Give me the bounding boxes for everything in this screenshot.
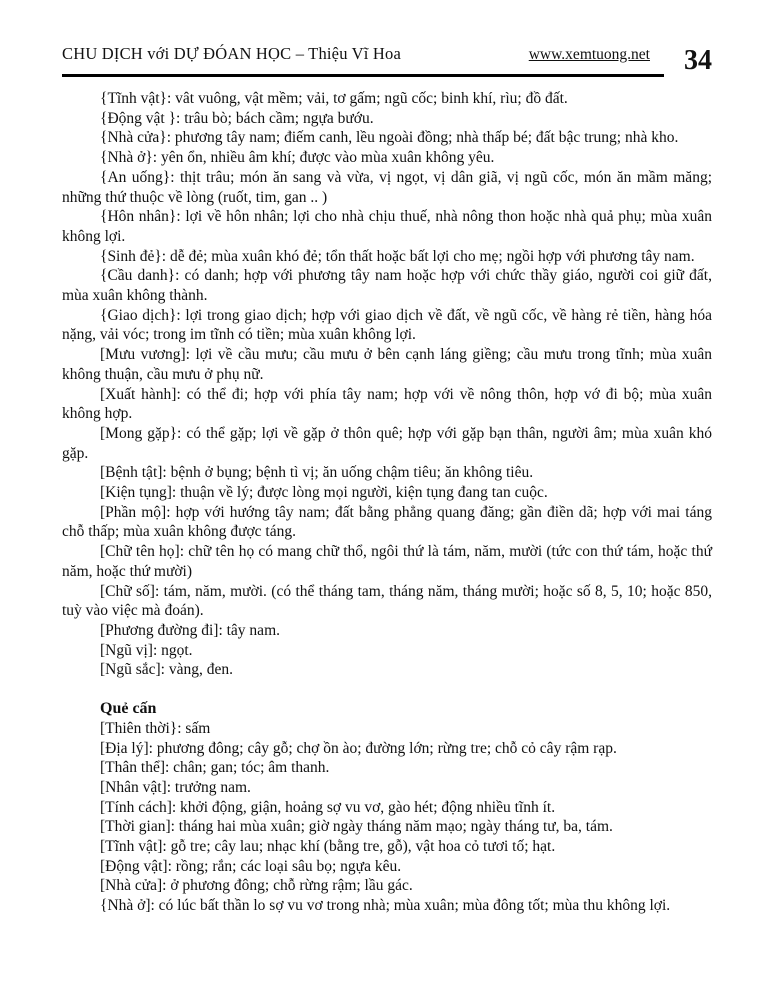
paragraph: [Tĩnh vật]: gỗ tre; cây lau; nhạc khí (bằng tre, gỗ), vật hoa cỏ tươi tố; hạt.	[100, 838, 556, 856]
section-que-can	[62, 699, 712, 916]
section-que-khon-continued	[62, 89, 712, 680]
paragraph: {Động vật }: trâu bò; bách cầm; ngựa bướu.	[100, 109, 374, 127]
paragraph: [Bệnh tật]: bệnh ở bụng; bệnh tì vị; ăn uống chậm tiêu; ăn không tiêu.	[100, 464, 534, 482]
paragraph: [Ngũ sắc]: vàng, đen.	[100, 661, 233, 679]
paragraph: [Mong gặp}: có thể gặp; lợi về gặp ở thôn quê; hợp với gặp bạn thân, người âm; mùa xuân khó gặp.	[62, 424, 712, 462]
paragraph: [Nhà cửa]: ở phương đông; chỗ rừng rậm; lầu gác.	[100, 877, 413, 895]
paragraph: [Ngũ vị]: ngọt.	[100, 641, 193, 659]
paragraph: [Kiện tụng]: thuận về lý; được lòng mọi người, kiện tụng đang tan cuộc.	[100, 484, 548, 502]
page-body	[62, 89, 712, 916]
book-title: CHU DỊCH với DỰ ĐÓAN HỌC – Thiệu Vĩ Hoa	[62, 44, 402, 63]
paragraph: [Chữ số]: tám, năm, mười. (có thể tháng tam, tháng năm, tháng mười; hoặc số 8, 5, 10; hoặc 850, tuỳ vào việc mà đoán).	[62, 582, 712, 620]
paragraph: [Địa lý]: phương đông; cây gỗ; chợ ồn ào; đường lớn; rừng tre; chỗ cỏ cây rậm rạp.	[100, 739, 617, 757]
paragraph: {Nhà cửa}: phương tây nam; điếm canh, lều ngoài đồng; nhà thấp bé; đất bậc trung; nhà kho.	[100, 129, 679, 147]
paragraph: [Xuất hành]: có thể đi; hợp với phía tây nam; hợp với về nông thôn, hợp vớ đi bộ; mùa xuân không hợp.	[62, 385, 712, 423]
paragraph: [Chữ tên họ]: chữ tên họ có mang chữ thổ, ngôi thứ là tám, năm, mười (tức con thứ tám, hoặc thứ năm, hoặc thứ mười)	[62, 543, 712, 580]
paragraph: {An uống}: thịt trâu; món ăn sang và vừa, vị ngọt, vị dân giã, vị ngũ cốc, món ăn mầm măng; những thứ thuộc về lòng (ruốt, tim, gan .. )	[62, 168, 712, 206]
paragraph: [Thời gian]: tháng hai mùa xuân; giờ ngày tháng năm mạo; ngày tháng tư, ba, tám.	[100, 818, 613, 836]
paragraph: [Mưu vương]: lợi về cầu mưu; cầu mưu ở bên cạnh láng giềng; cầu mưu trong tĩnh; mùa xuân không thuận, cầu mưu ở phụ nữ.	[62, 346, 712, 383]
paragraph: [Phần mộ]: hợp với hướng tây nam; đất bằng phẳng quang đăng; gần điền dã; hợp với mai táng chỗ thấp; mùa xuân không được táng.	[62, 503, 712, 541]
paragraph: {Nhà ở}: yên ổn, nhiều âm khí; được vào mùa xuân không yêu.	[100, 149, 495, 167]
paragraph: [Thân thể]: chân; gan; tóc; âm thanh.	[100, 759, 330, 777]
website-url: www.xemtuong.net	[528, 46, 650, 63]
header-rule	[62, 44, 664, 77]
section-heading: Quẻ cấn	[100, 700, 157, 718]
paragraph: [Động vật]: rồng; rắn; các loại sâu bọ; ngựa kêu.	[100, 857, 402, 875]
page-header	[62, 44, 712, 77]
paragraph: [Thiên thời}: sấm	[100, 719, 211, 737]
paragraph: {Sinh đẻ}: dễ đẻ; mùa xuân khó đẻ; tổn thất hoặc bất lợi cho mẹ; ngồi hợp với phương tây nam.	[100, 247, 695, 265]
paragraph: {Nhà ở]: có lúc bất thần lo sợ vu vơ trong nhà; mùa xuân; mùa đông tốt; mùa thu không lợi.	[100, 897, 671, 915]
paragraph: [Nhân vật]: trưởng nam.	[100, 778, 251, 796]
paragraph: {Hôn nhân}: lợi về hôn nhân; lợi cho nhà chịu thuế, nhà nông thon hoặc nhà quả phụ; mùa xuân không lợi.	[62, 208, 712, 245]
paragraph: {Cầu danh}: có danh; hợp với phương tây nam hoặc hợp với chức thầy giáo, người coi giữ đất, mùa xuân không thành.	[62, 267, 712, 305]
paragraph: [Phương đường đi]: tây nam.	[100, 621, 280, 639]
paragraph: {Giao dịch}: lợi trong giao dịch; hợp với giao dịch về đất, về ngũ cốc, về hàng rẻ tiền, hàng hóa nặng, vải vóc; trong im tĩnh có tiền; mùa xuân không lợi.	[62, 306, 712, 344]
page-number: 34	[684, 45, 712, 76]
paragraph: {Tĩnh vật}: vât vuông, vật mềm; vải, tơ gấm; ngũ cốc; binh khí, rìu; đồ đất.	[100, 90, 568, 107]
paragraph: [Tính cách]: khởi động, giận, hoảng sợ vu vơ, gào hét; động nhiều tĩnh ít.	[100, 798, 556, 816]
